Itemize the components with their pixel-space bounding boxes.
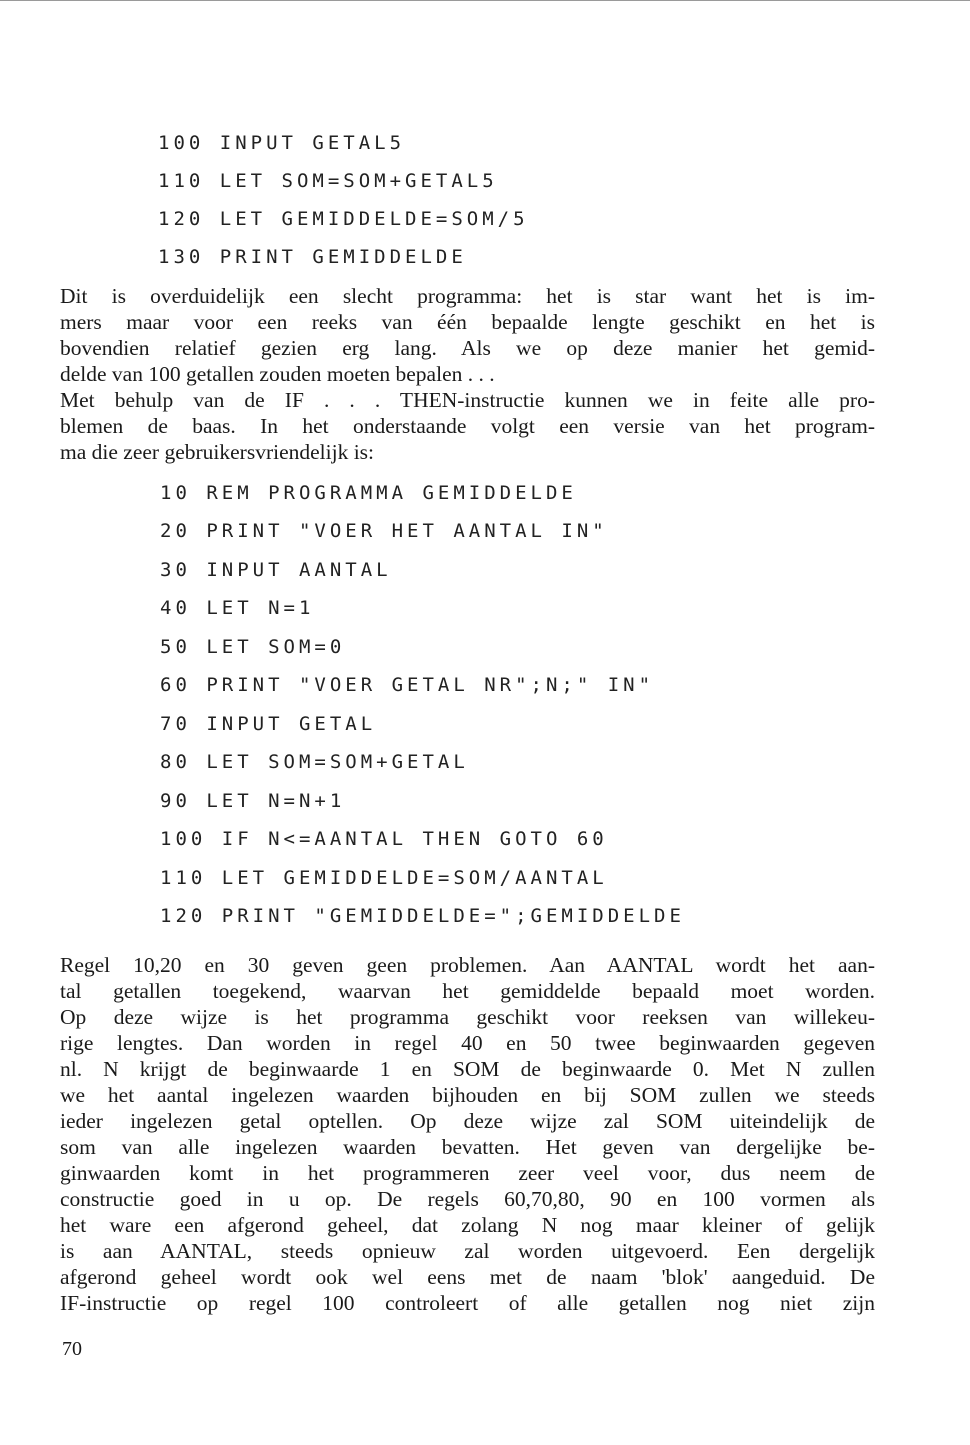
code-line: 60 PRINT "VOER GETAL NR";N;" IN" bbox=[160, 674, 655, 696]
paragraph bbox=[60, 283, 875, 465]
paragraph-line: IF-instructie op regel 100 controleert of alle getallen nog niet zijn bbox=[60, 1291, 875, 1315]
paragraph-line: constructie goed in u op. De regels 60,70,80, 90 en 100 vormen als bbox=[60, 1187, 875, 1211]
paragraph-line: ginwaarden komt in het programmeren zeer veel voor, dus neem de bbox=[60, 1161, 875, 1185]
paragraph bbox=[60, 952, 875, 1316]
paragraph-line: Met behulp van de IF . . . THEN-instructie kunnen we in feite alle pro- bbox=[60, 388, 875, 412]
code-line: 50 LET SOM=0 bbox=[160, 636, 346, 658]
paragraph-line: rige lengtes. Dan worden in regel 40 en 50 twee beginwaarden gegeven bbox=[60, 1031, 875, 1055]
code-line: 20 PRINT "VOER HET AANTAL IN" bbox=[160, 520, 608, 542]
paragraph-line: is aan AANTAL, steeds opnieuw zal worden uitgevoerd. Een dergelijk bbox=[60, 1239, 875, 1263]
code-line: 120 LET GEMIDDELDE=SOM/5 bbox=[158, 208, 529, 230]
code-line: 100 INPUT GETAL5 bbox=[158, 132, 406, 154]
paragraph-line: Dit is overduidelijk een slecht programma: het is star want het is im- bbox=[60, 284, 875, 308]
code-line: 90 LET N=N+1 bbox=[160, 790, 346, 812]
code-line: 10 REM PROGRAMMA GEMIDDELDE bbox=[160, 482, 577, 504]
code-line: 100 IF N<=AANTAL THEN GOTO 60 bbox=[160, 828, 608, 850]
code-line: 80 LET SOM=SOM+GETAL bbox=[160, 751, 469, 773]
code-line: 120 PRINT "GEMIDDELDE=";GEMIDDELDE bbox=[160, 905, 685, 927]
paragraph-line: som van alle ingelezen waarden bevatten. Het geven van dergelijke be- bbox=[60, 1135, 875, 1159]
code-line: 110 LET SOM=SOM+GETAL5 bbox=[158, 170, 498, 192]
code-line: 40 LET N=1 bbox=[160, 597, 315, 619]
page-top-rule bbox=[0, 0, 970, 1]
paragraph-line: Op deze wijze is het programma geschikt voor reeksen van willekeu- bbox=[60, 1005, 875, 1029]
paragraph-line: nl. N krijgt de beginwaarde 1 en SOM de beginwaarde 0. Met N zullen bbox=[60, 1057, 875, 1081]
paragraph-line: delde van 100 getallen zouden moeten bepalen . . . bbox=[60, 362, 495, 386]
paragraph-line: tal getallen toegekend, waarvan het gemiddelde bepaald moet worden. bbox=[60, 979, 875, 1003]
paragraph-line: we het aantal ingelezen waarden bijhouden en bij SOM zullen we steeds bbox=[60, 1083, 875, 1107]
paragraph-line: Regel 10,20 en 30 geven geen problemen. Aan AANTAL wordt het aan- bbox=[60, 953, 875, 977]
paragraph-line: blemen de baas. In het onderstaande volgt een versie van het program- bbox=[60, 414, 875, 438]
code-line: 30 INPUT AANTAL bbox=[160, 559, 392, 581]
page-number: 70 bbox=[62, 1338, 82, 1360]
paragraph-line: mers maar voor een reeks van één bepaalde lengte geschikt en het is bbox=[60, 310, 875, 334]
paragraph-line: ma die zeer gebruikersvriendelijk is: bbox=[60, 440, 375, 464]
code-line: 110 LET GEMIDDELDE=SOM/AANTAL bbox=[160, 867, 608, 889]
code-line: 130 PRINT GEMIDDELDE bbox=[158, 246, 467, 268]
code-line: 70 INPUT GETAL bbox=[160, 713, 377, 735]
paragraph-line: het ware een afgerond geheel, dat zolang N nog maar kleiner of gelijk bbox=[60, 1213, 875, 1237]
paragraph-line: ieder ingelezen getal optellen. Op deze wijze zal SOM uiteindelijk de bbox=[60, 1109, 875, 1133]
paragraph-line: afgerond geheel wordt ook wel eens met de naam 'blok' aangeduid. De bbox=[60, 1265, 875, 1289]
paragraph-line: bovendien relatief gezien erg lang. Als we op deze manier het gemid- bbox=[60, 336, 875, 360]
